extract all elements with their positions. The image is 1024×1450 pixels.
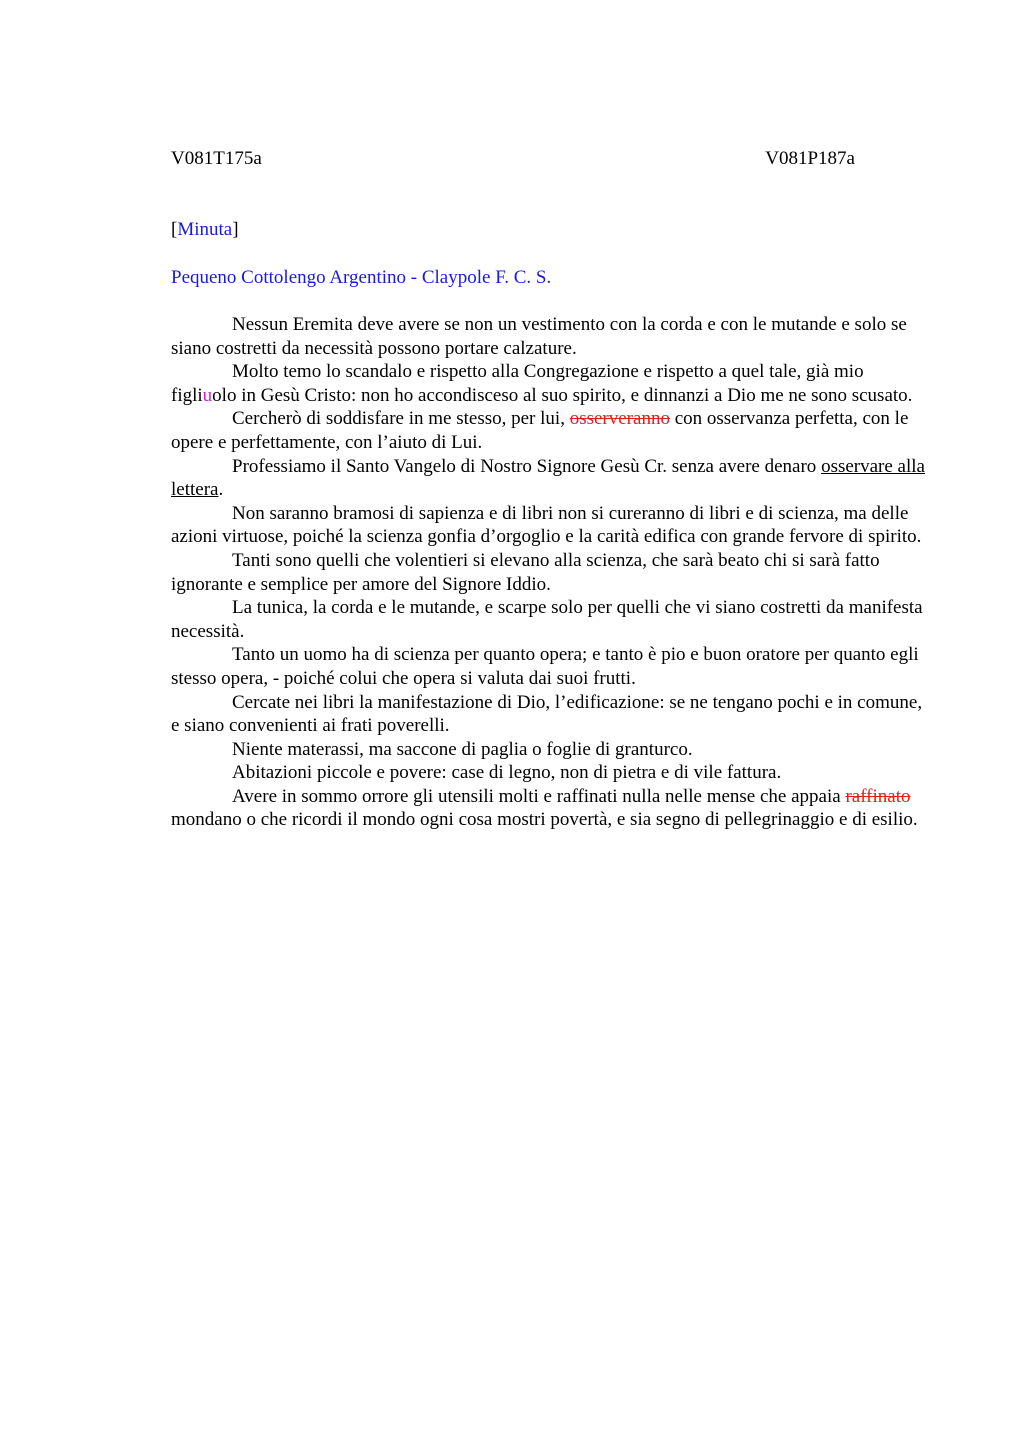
header-codes [171, 147, 855, 171]
open-bracket: [ [171, 219, 178, 240]
document-body [171, 313, 931, 832]
paragraph-2-before: Molto temo lo scandalo e rispetto alla Congregazione e rispetto a quel tale, già mio figli [171, 361, 864, 406]
deleted-word: osserveranno [569, 408, 670, 430]
paragraph-12 [171, 785, 931, 832]
document-subtitle: Pequeno Cottolengo Argentino - Claypole F. C. S. [171, 267, 552, 288]
paragraph-3-before: Cercherò di soddisfare in me stesso, per lui, [232, 408, 570, 430]
paragraph-12-after: mondano o che ricordi il mondo ogni cosa mostri povertà, e sia segno di pellegrinaggio e di esilio. [171, 809, 918, 831]
paragraph-6: Tanti sono quelli che volentieri si elevano alla scienza, che sarà beato chi si sarà fatto ignorante e semplice per amore del Signore Iddio. [171, 549, 880, 595]
paragraph-4 [171, 455, 931, 502]
paragraph-2 [171, 360, 931, 407]
minuta-word: Minuta [177, 219, 233, 240]
inserted-letter-mark: u [202, 384, 213, 406]
paragraph-2-after: olo in Gesù Cristo: non ho accondisceso al suo spirito, e dinnanzi a Dio me ne sono scusato. [212, 384, 913, 406]
document-code-right: V081P187a [765, 148, 855, 169]
deleted-word: raffinato [845, 785, 911, 807]
paragraph-10: Niente materassi, ma saccone di paglia o foglie di granturco. [232, 738, 693, 760]
paragraph-3 [171, 407, 931, 454]
paragraph-8: Tanto un uomo ha di scienza per quanto opera; e tanto è pio e buon oratore per quanto egli stesso opera, - poiché colui che opera si valuta dai suoi frutti. [171, 644, 919, 689]
paragraph-1: Nessun Eremita deve avere se non un vestimento con la corda e con le mutande e solo se siano costretti da necessità possono portare calzature. [171, 314, 907, 359]
paragraph-3-after: con osservanza perfetta, con le opere e perfettamente, con l’aiuto di Lui. [171, 408, 909, 453]
minuta-label [171, 218, 239, 242]
paragraph-9: Cercate nei libri la manifestazione di Dio, l’edificazione: se ne tengano pochi e in comune, e siano convenienti ai frati poverelli. [171, 691, 923, 737]
paragraph-5: Non saranno bramosi di sapienza e di libri non si cureranno di libri e di scienza, ma delle azioni virtuose, poiché la scienza gonfia d’orgoglio e la carità edifica con grande fervore di spirito. [171, 502, 922, 548]
document-code-left: V081T175a [171, 148, 262, 169]
paragraph-7: La tunica, la corda e le mutande, e scarpe solo per quelli che vi siano costretti da manifesta necessità. [171, 597, 923, 642]
close-bracket: ] [232, 219, 239, 240]
underlined-phrase: osservare alla lettera [171, 455, 925, 501]
paragraph-12-before: Avere in sommo orrore gli utensili molti e raffinati nulla nelle mense che appaia [232, 785, 846, 807]
paragraph-11: Abitazioni piccole e povere: case di legno, non di pietra e di vile fattura. [232, 762, 782, 784]
paragraph-4-after: . [218, 479, 224, 501]
paragraph-4-before: Professiamo il Santo Vangelo di Nostro Signore Gesù Cr. senza avere denaro [232, 455, 822, 477]
